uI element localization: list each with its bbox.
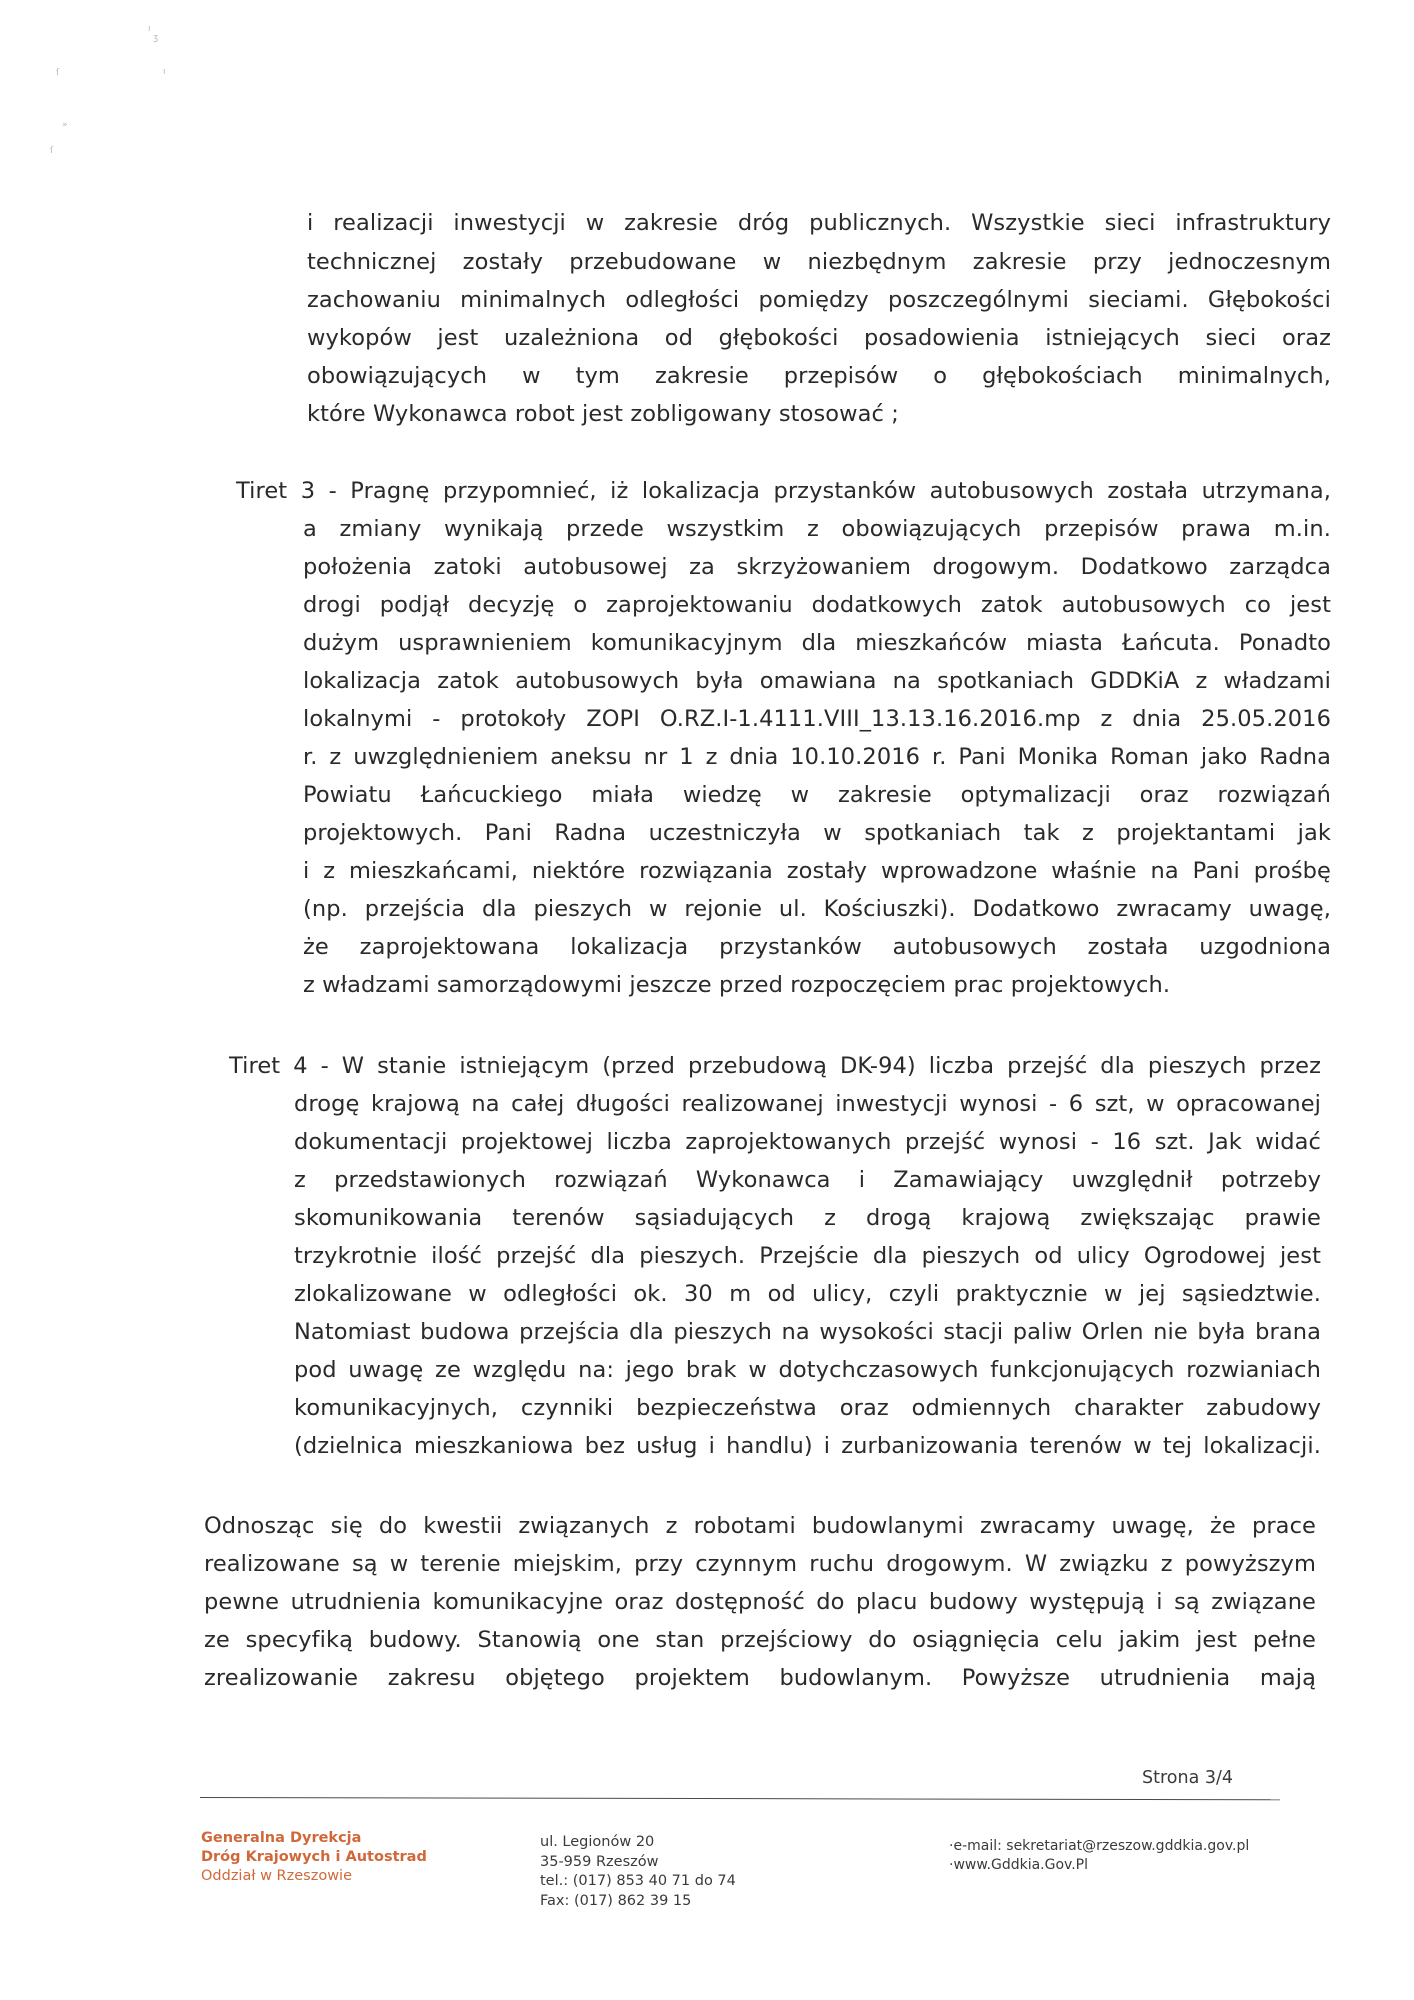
- text-line: pod uwagę ze względu na: jego brak w dotychczasowych funkcjonujących rozwianiach: [294, 1357, 1321, 1383]
- text-line: położenia zatoki autobusowej za skrzyżowaniem drogowym. Dodatkowo zarządca: [303, 554, 1331, 580]
- text-line: zachowaniu minimalnych odległości pomiędzy poszczególnymi sieciami. Głębokości: [307, 287, 1331, 313]
- text-line: Tiret 4 - W stanie istniejącym (przed przebudową DK-94) liczba przejść dla pieszych przez: [229, 1053, 1321, 1079]
- scan-artifact: ſ: [50, 146, 54, 156]
- footer-address: [540, 1833, 736, 1911]
- footer-divider: [200, 1797, 1280, 1800]
- footer-contact: [949, 1837, 1249, 1875]
- text-line: i z mieszkańcami, niektóre rozwiązania zostały wprowadzone właśnie na Pani prośbę: [303, 858, 1331, 884]
- address-fax: Fax: (017) 862 39 15: [540, 1892, 692, 1909]
- text-line: a zmiany wynikają przede wszystkim z obowiązujących przepisów prawa m.in.: [303, 516, 1331, 542]
- org-name-line1: Generalna Dyrekcja: [201, 1830, 362, 1846]
- contact-website: ·www.Gddkia.Gov.Pl: [949, 1857, 1089, 1873]
- text-line: zrealizowanie zakresu objętego projektem budowlanym. Powyższe utrudnienia mają: [204, 1665, 1316, 1691]
- scan-artifact: ſ: [56, 68, 60, 78]
- text-line: zlokalizowane w odległości ok. 30 m od ulicy, czyli praktycznie w jej sąsiedztwie.: [294, 1281, 1321, 1307]
- text-line: i realizacji inwestycji w zakresie dróg publicznych. Wszystkie sieci infrastruktury: [307, 210, 1331, 236]
- text-line: dokumentacji projektowej liczba zaprojektowanych przejść wynosi - 16 szt. Jak widać: [294, 1129, 1321, 1155]
- text-line: obowiązujących w tym zakresie przepisów o głębokościach minimalnych,: [307, 363, 1331, 389]
- contact-email: ·e-mail: sekretariat@rzeszow.gddkia.gov.pl: [949, 1838, 1250, 1854]
- address-street: ul. Legionów 20: [540, 1834, 655, 1850]
- text-line: skomunikowania terenów sąsiadujących z drogą krajową zwiększając prawie: [294, 1205, 1321, 1231]
- org-name-line2: Dróg Krajowych i Autostrad: [201, 1849, 427, 1865]
- text-line: które Wykonawca robot jest zobligowany stosować ;: [307, 401, 899, 427]
- text-line: (np. przejścia dla pieszych w rejonie ul. Kościuszki). Dodatkowo zwracamy uwagę,: [303, 896, 1331, 922]
- text-line: Natomiast budowa przejścia dla pieszych na wysokości stacji paliw Orlen nie była brana: [294, 1319, 1321, 1345]
- text-line: technicznej zostały przebudowane w niezbędnym zakresie przy jednoczesnym: [307, 249, 1331, 275]
- org-branch: Oddział w Rzeszowie: [201, 1868, 352, 1884]
- text-line: drogę krajową na całej długości realizowanej inwestycji wynosi - 6 szt, w opracowanej: [294, 1091, 1321, 1117]
- scan-artifact: ʒ: [153, 33, 159, 43]
- text-line: r. z uwzględnieniem aneksu nr 1 z dnia 10.10.2016 r. Pani Monika Roman jako Radna: [303, 744, 1331, 770]
- text-line: dużym usprawnieniem komunikacyjnym dla mieszkańców miasta Łańcuta. Ponadto: [303, 630, 1331, 656]
- text-line: lokalizacja zatok autobusowych była omawiana na spotkaniach GDDKiA z władzami: [303, 668, 1331, 694]
- text-line: z przedstawionych rozwiązań Wykonawca i Zamawiający uwzględnił potrzeby: [294, 1167, 1321, 1193]
- text-line: pewne utrudnienia komunikacyjne oraz dostępność do placu budowy występują i są związane: [204, 1589, 1316, 1615]
- text-line: trzykrotnie ilość przejść dla pieszych. Przejście dla pieszych od ulicy Ogrodowej jest: [294, 1243, 1321, 1269]
- text-line: Odnosząc się do kwestii związanych z robotami budowlanymi zwracamy uwagę, że prace: [204, 1513, 1316, 1539]
- footer-organization: [201, 1829, 427, 1886]
- page-number: Strona 3/4: [1142, 1768, 1234, 1788]
- scan-artifact: »: [62, 120, 68, 130]
- scan-artifact: ı: [148, 24, 151, 34]
- text-line: (dzielnica mieszkaniowa bez usług i handlu) i zurbanizowania terenów w tej lokalizacji.: [294, 1433, 1321, 1459]
- text-line: ze specyfiką budowy. Stanowią one stan przejściowy do osiągnięcia celu jakim jest pełne: [204, 1627, 1316, 1653]
- text-line: lokalnymi - protokoły ZOPI O.RZ.I-1.4111.VIII_13.13.16.2016.mp z dnia 25.05.2016: [303, 706, 1331, 732]
- text-line: komunikacyjnych, czynniki bezpieczeństwa oraz odmiennych charakter zabudowy: [294, 1395, 1321, 1421]
- text-line: wykopów jest uzależniona od głębokości posadowienia istniejących sieci oraz: [307, 325, 1331, 351]
- text-line: realizowane są w terenie miejskim, przy czynnym ruchu drogowym. W związku z powyższym: [204, 1551, 1316, 1577]
- text-line: z władzami samorządowymi jeszcze przed rozpoczęciem prac projektowych.: [303, 972, 1171, 998]
- text-line: drogi podjął decyzję o zaprojektowaniu dodatkowych zatok autobusowych co jest: [303, 592, 1331, 618]
- text-line: że zaprojektowana lokalizacja przystanków autobusowych została uzgodniona: [303, 934, 1331, 960]
- text-line: Tiret 3 - Pragnę przypomnieć, iż lokalizacja przystanków autobusowych została utrzymana,: [236, 478, 1331, 504]
- text-line: projektowych. Pani Radna uczestniczyła w spotkaniach tak z projektantami jak: [303, 820, 1331, 846]
- text-line: Powiatu Łańcuckiego miała wiedzę w zakresie optymalizacji oraz rozwiązań: [303, 782, 1331, 808]
- address-city: 35-959 Rzeszów: [540, 1853, 659, 1870]
- scan-artifact: ı: [163, 67, 166, 77]
- address-tel: tel.: (017) 853 40 71 do 74: [540, 1873, 736, 1889]
